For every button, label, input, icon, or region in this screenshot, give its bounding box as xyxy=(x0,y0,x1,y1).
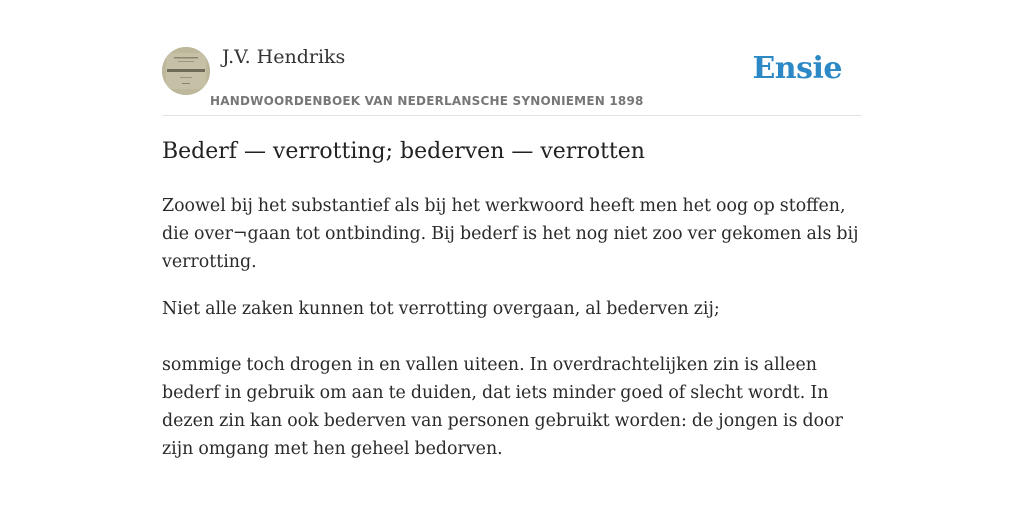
page-title: Bederf — verrotting; bederven — verrotten xyxy=(162,139,645,164)
book-cover-icon xyxy=(162,47,210,95)
header-divider xyxy=(162,115,862,116)
paragraph-spacer xyxy=(162,323,862,351)
article-paragraph: sommige toch drogen in en vallen uiteen. In overdrachtelijken zin is alleen bederf in gebruik om aan te duiden, dat iets minder goed of slecht wordt. In dezen zin kan ook bederven van personen gebruikt worden: de jongen is door zijn omgang met hen geheel bedorven. xyxy=(162,355,843,459)
author-name[interactable]: J.V. Hendriks xyxy=(222,46,346,68)
author-avatar[interactable] xyxy=(162,47,210,95)
article-paragraph: Zoowel bij het substantief als bij het werkwoord heeft men het oog op stoffen, die over¬gaan tot ontbinding. Bij bederf is het nog niet zoo ver gekomen als bij verrotting. xyxy=(162,196,859,272)
article-paragraph: Niet alle zaken kunnen tot verrotting overgaan, al bederven zij; xyxy=(162,299,720,319)
ensie-logo[interactable]: Ensie xyxy=(752,51,842,86)
source-title[interactable]: HANDWOORDENBOEK VAN NEDERLANSCHE SYNONIEMEN 1898 xyxy=(210,94,644,108)
article-body xyxy=(162,192,862,482)
